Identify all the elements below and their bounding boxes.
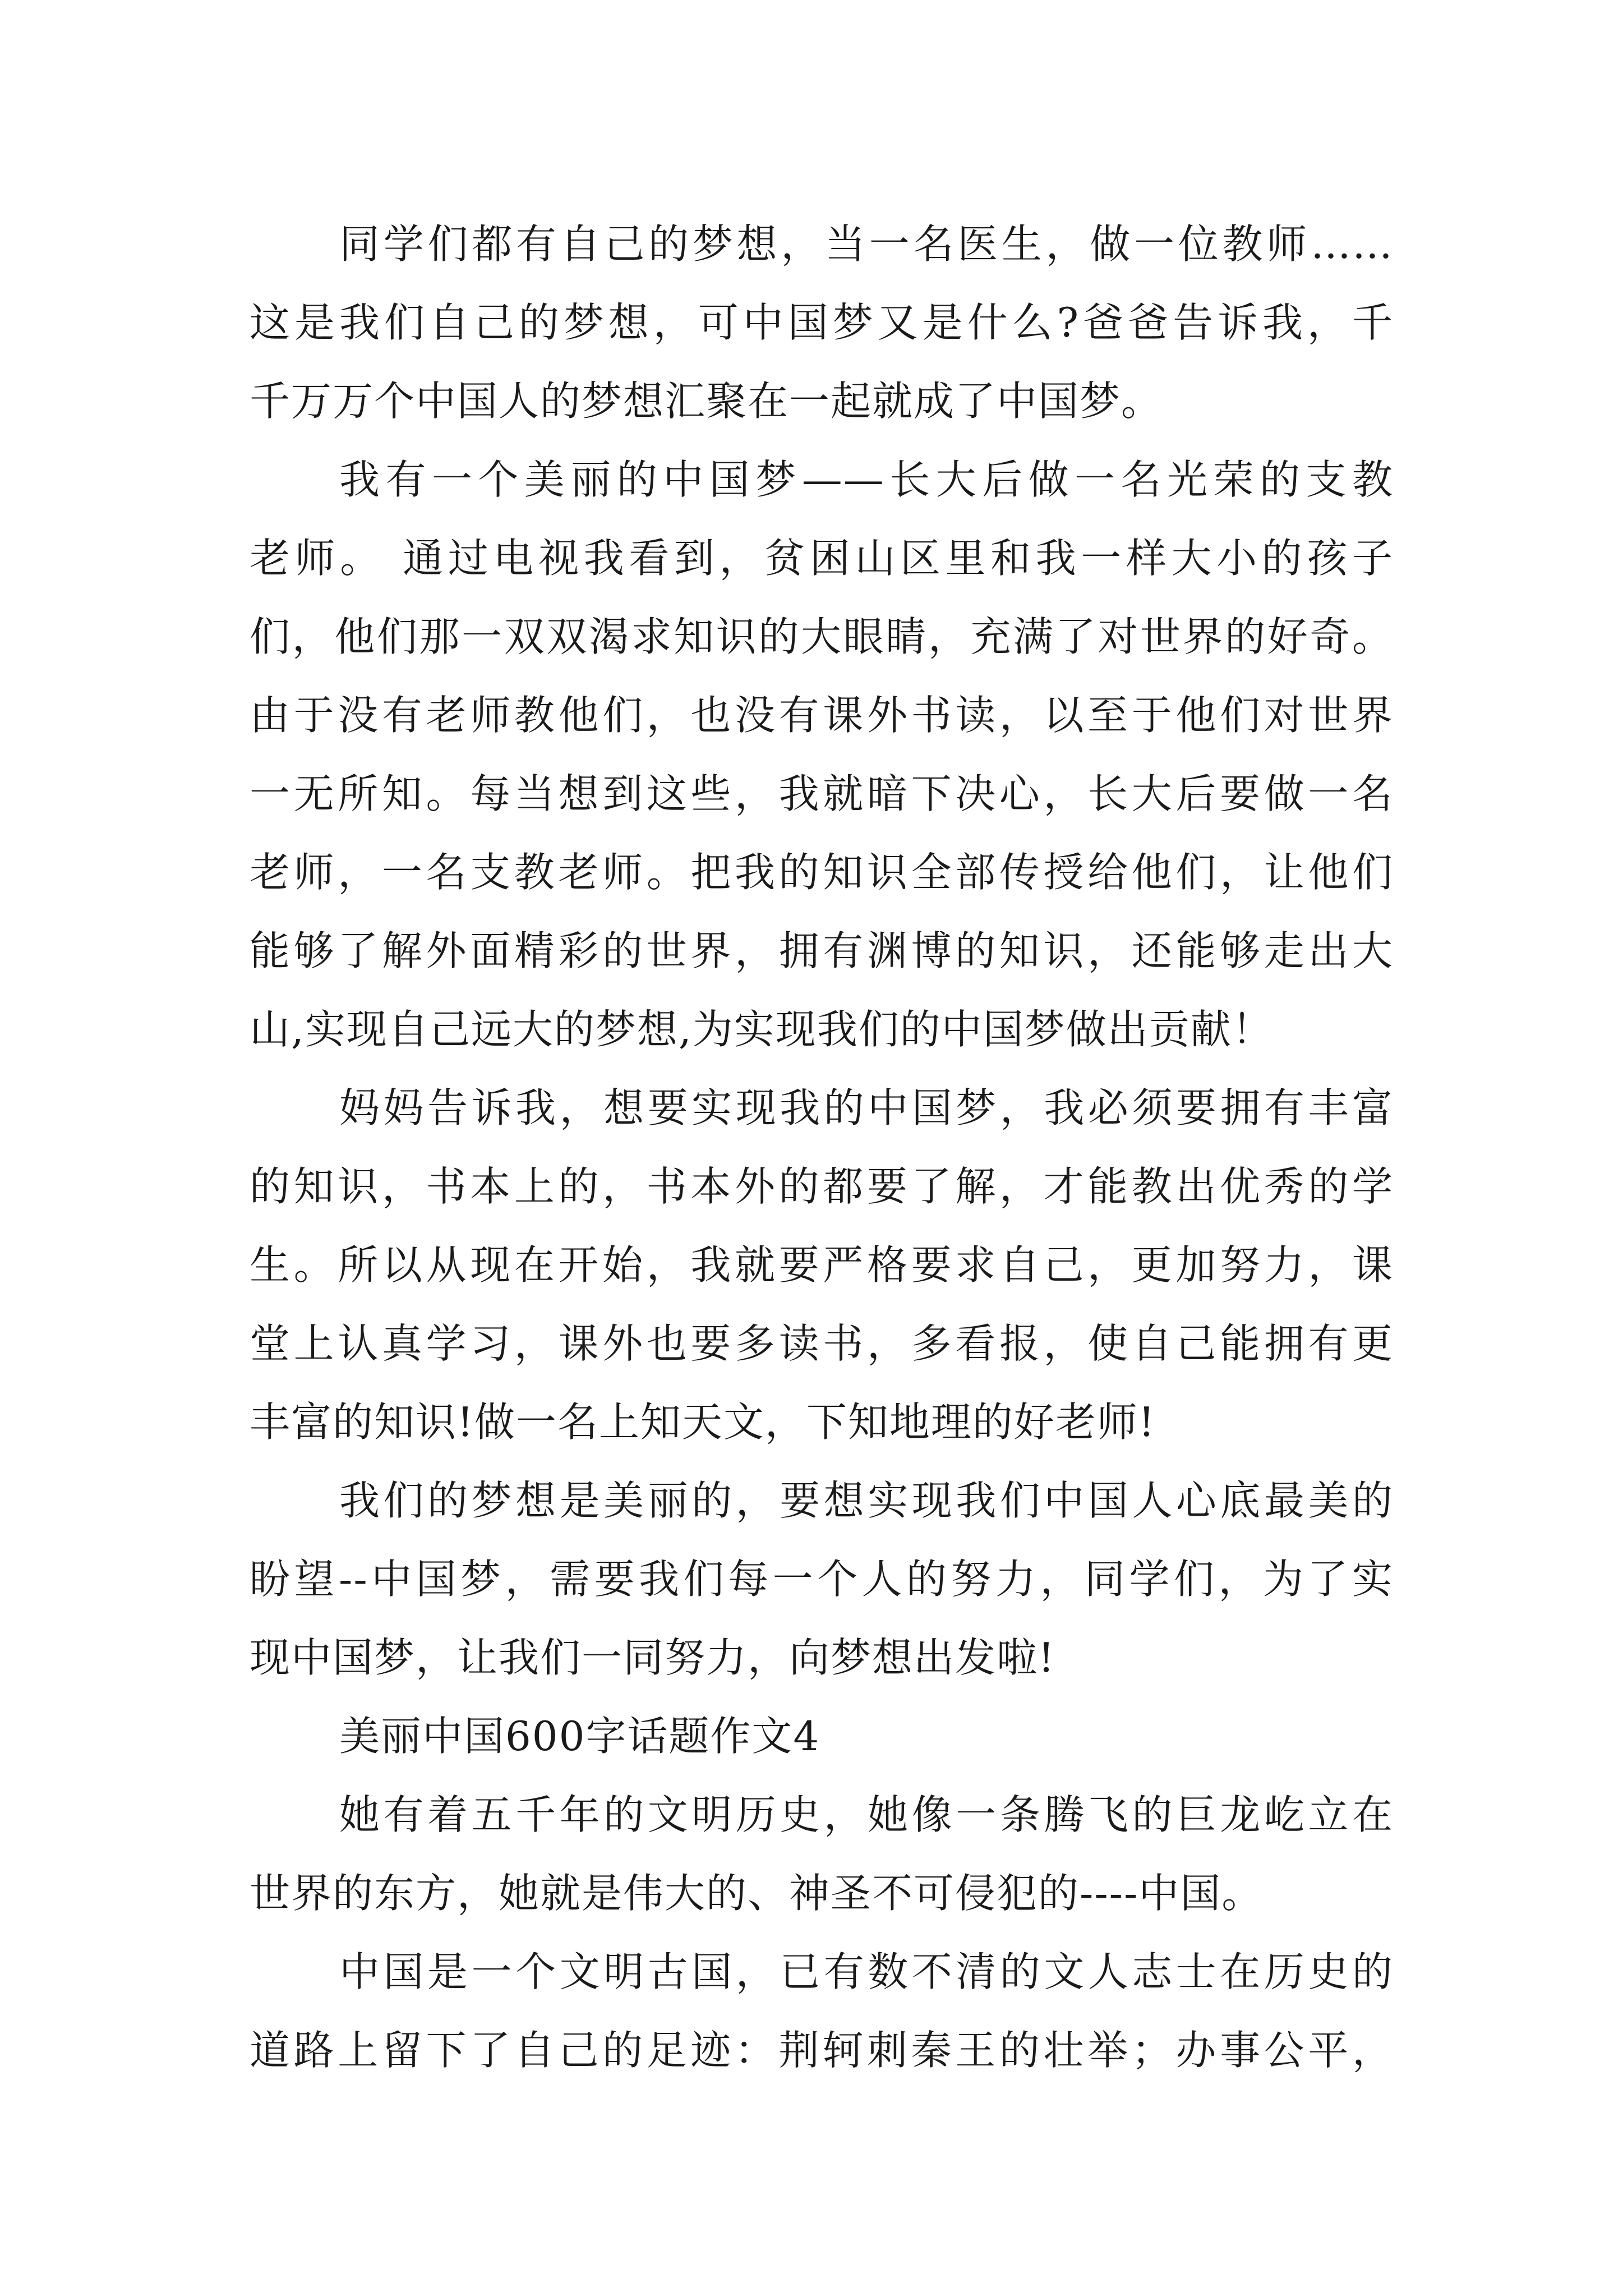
text-line: 堂上认真学习，课外也要多读书，多看报，使自己能拥有更 [250,1320,1394,1367]
text-line: 同学们都有自己的梦想，当一名医生，做一位教师…… [339,220,1394,268]
text-line: 能够了解外面精彩的世界，拥有渊博的知识，还能够走出大 [250,927,1394,974]
text-line: 千万万个中国人的梦想汇聚在一起就成了中国梦。 [250,378,1163,425]
text-line: 道路上留下了自己的足迹：荆轲刺秦王的壮举；办事公平， [250,2027,1394,2074]
text-line: 世界的东方，她就是伟大的、神圣不可侵犯的----中国。 [250,1870,1264,1917]
text-line: 的知识，书本上的，书本外的都要了解，才能教出优秀的学 [250,1163,1394,1210]
text-line: 现中国梦，让我们一同努力，向梦想出发啦! [250,1634,1055,1681]
text-line: 我们的梦想是美丽的，要想实现我们中国人心底最美的 [339,1477,1394,1524]
text-line: 由于没有老师教他们，也没有课外书读，以至于他们对世界 [250,692,1394,739]
text-line: 山,实现自己远大的梦想,为实现我们的中国梦做出贡献！ [250,1006,1274,1053]
text-line: 这是我们自己的梦想，可中国梦又是什么?爸爸告诉我，千 [250,299,1394,346]
text-line: 一无所知。每当想到这些，我就暗下决心，长大后要做一名 [250,770,1394,817]
text-line: 中国是一个文明古国，已有数不清的文人志士在历史的 [339,1948,1394,1995]
text-line: 她有着五千年的文明历史，她像一条腾飞的巨龙屹立在 [339,1791,1394,1838]
text-line: 我有一个美丽的中国梦——长大后做一名光荣的支教 [339,456,1394,503]
text-line: 盼望--中国梦，需要我们每一个人的努力，同学们，为了实 [250,1556,1394,1603]
text-line: 妈妈告诉我，想要实现我的中国梦，我必须要拥有丰富 [339,1084,1394,1131]
section-heading: 美丽中国600字话题作文4 [339,1713,820,1760]
text-line: 老师。 通过电视我看到，贫困山区里和我一样大小的孩子 [250,535,1394,582]
text-line: 们，他们那一双双渴求知识的大眼睛，充满了对世界的好奇。 [250,613,1394,660]
text-line: 丰富的知识!做一名上知天文，下知地理的好老师! [250,1398,1156,1446]
text-line: 生。所以从现在开始，我就要严格要求自己，更加努力，课 [250,1241,1394,1289]
text-line: 老师，一名支教老师。把我的知识全部传授给他们，让他们 [250,849,1394,896]
